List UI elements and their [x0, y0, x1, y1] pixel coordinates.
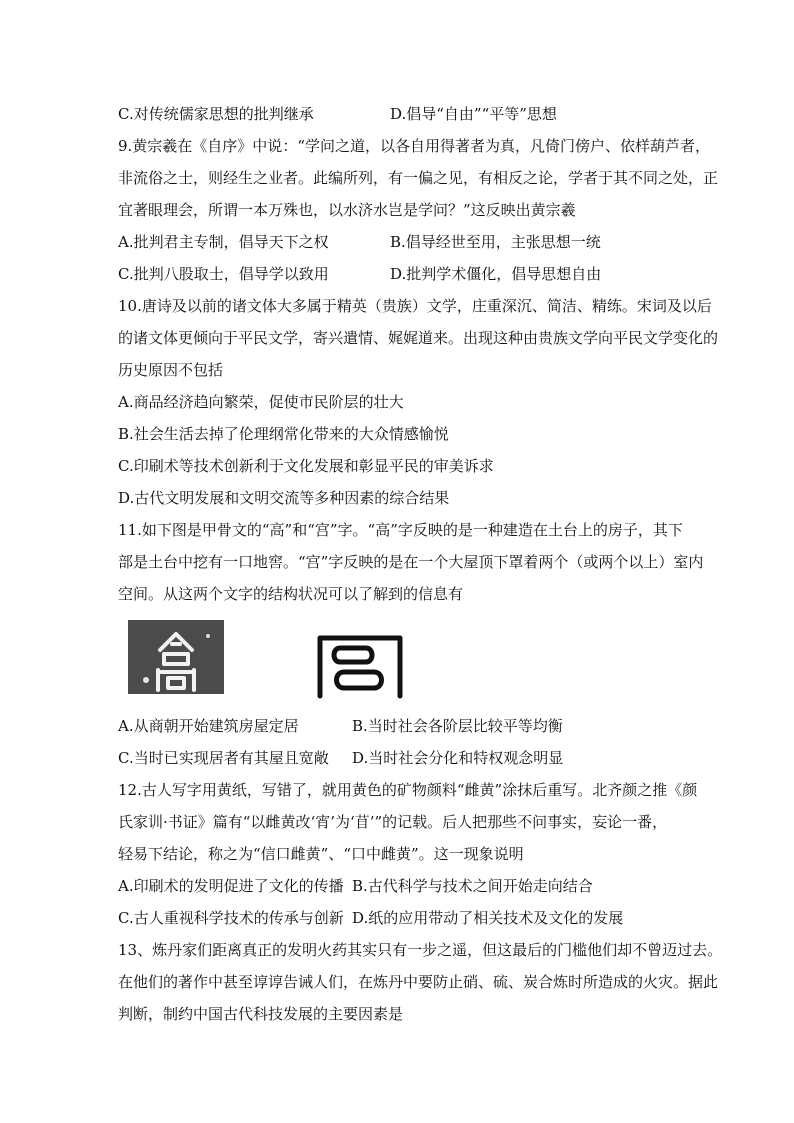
- q9-option-b: B.倡导经世至用，主张思想一统: [390, 233, 601, 251]
- q12-option-a: A.印刷术的发明促进了文化的传播: [118, 877, 344, 895]
- q9-option-row: [118, 258, 678, 290]
- q12-option-row: [118, 902, 678, 934]
- q9-stem-line: 非流俗之士，则经生之业者。此编所列，有一偏之见，有相反之论，学者于其不同之处，正: [118, 169, 719, 187]
- q11-stem-line: 11.如下图是甲骨文的“高”和“宫”字。“高”字反映的是一种建造在土台上的房子，其下: [118, 521, 683, 539]
- exam-page: [118, 98, 723, 1030]
- q10-option-b: B.社会生活去掉了伦理纲常化带来的大众情感愉悦: [118, 425, 449, 443]
- q8-option-row: [118, 98, 678, 130]
- q13-stem-line: 13、炼丹家们距离真正的发明火药其实只有一步之遥，但这最后的门槛他们却不曾迈过去。: [118, 941, 723, 959]
- q10-option-a: A.商品经济趋向繁荣，促使市民阶层的壮大: [118, 393, 404, 411]
- oracle-bone-gao-image: [128, 620, 224, 694]
- q10-option-d: D.古代文明发展和文明交流等多种因素的综合结果: [118, 489, 450, 507]
- q9-option-a: A.批判君主专制，倡导天下之权: [118, 233, 329, 251]
- q11-stem-line: 部是土台中挖有一口地窖。“宫”字反映的是在一个大屋顶下罩着两个（或两个以上）室内: [118, 553, 704, 571]
- q13-stem-line: 判断，制约中国古代科技发展的主要因素是: [118, 1005, 404, 1023]
- q10-option-c: C.印刷术等技术创新利于文化发展和彰显平民的审美诉求: [118, 457, 494, 475]
- q12-option-d: D.纸的应用带动了相关技术及文化的发展: [352, 909, 624, 927]
- q12-stem-line: 轻易下结论，称之为“信口雌黄”、“口中雌黄”。这一现象说明: [118, 845, 524, 863]
- q11-stem-line: 空间。从这两个文字的结构状况可以了解到的信息有: [118, 585, 464, 603]
- q11-option-row: [118, 742, 678, 774]
- q12-stem-line: 12.古人写字用黄纸，写错了，就用黄色的矿物颜料“雌黄”涂抹后重写。北齐颜之推《颜: [118, 781, 698, 799]
- oracle-bone-figures: [118, 610, 678, 710]
- q11-option-c: C.当时已实现居者有其屋且宽敞: [118, 749, 329, 767]
- q11-option-a: A.从商朝开始建筑房屋定居: [118, 717, 299, 735]
- q10-stem-line: 的诸文体更倾向于平民文学，寄兴遣情、娓娓道来。出现这种由贵族文学向平民文学变化的: [118, 329, 719, 347]
- q10-stem-line: 历史原因不包括: [118, 361, 224, 379]
- q11-option-row: [118, 710, 678, 742]
- q11-option-d: D.当时社会分化和特权观念明显: [352, 749, 564, 767]
- q10-stem-line: 10.唐诗及以前的诸文体大多属于精英（贵族）文学，庄重深沉、简洁、精练。宋词及以后: [118, 297, 712, 315]
- q9-option-d: D.批判学术僵化，倡导思想自由: [390, 265, 602, 283]
- q13-stem-line: 在他们的著作中甚至谆谆告诫人们，在炼丹中要防止硝、硫、炭合炼时所造成的火灾。据此: [118, 973, 719, 991]
- oracle-bone-gong-image: [312, 624, 408, 700]
- q12-option-b: B.古代科学与技术之间开始走向结合: [352, 877, 593, 895]
- q9-option-c: C.批判八股取士，倡导学以致用: [118, 265, 329, 283]
- q12-option-c: C.古人重视科学技术的传承与创新: [118, 909, 344, 927]
- q12-option-row: [118, 870, 678, 902]
- q9-stem-line: 9.黄宗羲在《自序》中说：“学问之道，以各自用得著者为真，凡倚门傍户、依样葫芦者，: [118, 137, 710, 155]
- q8-option-c: C.对传统儒家思想的批判继承: [118, 105, 314, 123]
- q9-stem-line: 宜著眼理会，所谓一本万殊也，以水济水岂是学问？”这反映出黄宗羲: [118, 201, 576, 219]
- q12-stem-line: 氏家训·书证》篇有“以雌黄改‘宵’为‘苜’”的记载。后人把那些不问事实，妄论一番，: [118, 813, 668, 831]
- q9-option-row: [118, 226, 678, 258]
- q8-option-d: D.倡导“自由”“平等”思想: [390, 105, 557, 123]
- q11-option-b: B.当时社会各阶层比较平等均衡: [352, 717, 563, 735]
